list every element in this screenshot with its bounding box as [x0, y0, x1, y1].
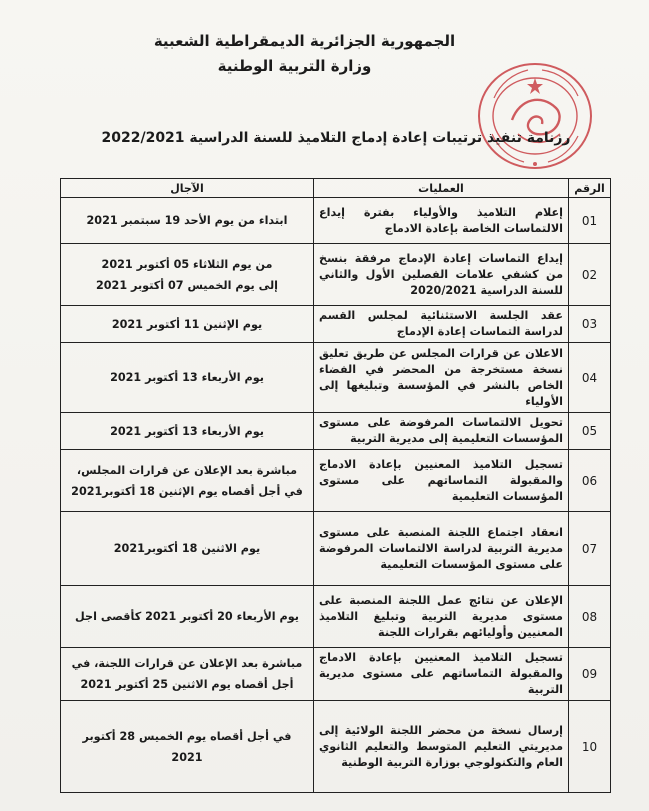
schedule-table [60, 178, 611, 793]
row-number: 03 [569, 306, 611, 343]
header-deadlines: الآجال [61, 179, 314, 198]
ministry-name: وزارة التربية الوطنية [217, 57, 372, 75]
table-row [61, 450, 611, 512]
republic-name: الجمهورية الجزائرية الديمقراطية الشعبية [153, 32, 456, 50]
document-header [120, 28, 499, 78]
row-deadline: ابتداء من يوم الأحد 19 سبتمبر 2021 [61, 198, 314, 244]
row-operation: إعلام التلاميذ والأولياء بفترة إيداع الالتماسات الخاصة بإعادة الادماج [314, 198, 569, 244]
table-row [61, 244, 611, 306]
row-operation: تسجيل التلاميذ المعنيين بإعادة الادماج والمقبولة التماساتهم على مستوى المؤسسات التعليمية [314, 450, 569, 512]
row-operation: عقد الجلسة الاستثنائية لمجلس القسم لدراسة التماسات إعادة الإدماج [314, 306, 569, 343]
row-number: 01 [569, 198, 611, 244]
row-deadline: في أجل أقصاه يوم الخميس 28 أكتوبر 2021 [61, 701, 314, 793]
row-deadline: يوم الإثنين 11 أكتوبر 2021 [61, 306, 314, 343]
row-number: 08 [569, 586, 611, 648]
table-row [61, 306, 611, 343]
table-row [61, 648, 611, 701]
row-number: 02 [569, 244, 611, 306]
row-number: 09 [569, 648, 611, 701]
row-operation: إرسال نسخة من محضر اللجنة الولائية إلى مديريتي التعليم المتوسط والتعليم الثانوي العام والتكنولوجي بوزارة التربية الوطنية [314, 701, 569, 793]
row-operation: تحويل الالتماسات المرفوضة على مستوى المؤسسات التعليمية إلى مديرية التربية [314, 413, 569, 450]
row-deadline: يوم الاثنين 18 أكتوبر2021 [61, 512, 314, 586]
document-title: رزنامة تنفيذ ترتيبات إعادة إدماج التلاميذ للسنة الدراسية 2022/2021 [101, 130, 571, 146]
row-number: 10 [569, 701, 611, 793]
table-row [61, 586, 611, 648]
row-operation: إيداع التماسات إعادة الإدماج مرفقة بنسخ من كشفي علامات الفصلين الأول والثاني للسنة الدراسية 2020/2021 [314, 244, 569, 306]
table-row [61, 512, 611, 586]
row-deadline: مباشرة بعد الإعلان عن قرارات اللجنة، في أجل أقصاه يوم الاثنين 25 أكتوبر 2021 [61, 648, 314, 701]
table-row [61, 198, 611, 244]
row-operation: الاعلان عن قرارات المجلس عن طريق تعليق نسخة مستخرجة من المحضر في الفضاء الخاص بالنشر في المؤسسة وتبليغها إلى الأولياء [314, 343, 569, 413]
header-number: الرقم [569, 179, 611, 198]
row-number: 04 [569, 343, 611, 413]
table-row [61, 343, 611, 413]
table-header-row [61, 179, 611, 198]
row-deadline: يوم الأربعاء 13 أكتوبر 2021 [61, 413, 314, 450]
row-deadline: من يوم الثلاثاء 05 أكتوبر 2021 إلى يوم الخميس 07 أكتوبر 2021 [61, 244, 314, 306]
row-operation: الإعلان عن نتائج عمل اللجنة المنصبة على مستوى مديرية التربية وتبليغ التلاميذ المعنيين وأوليائهم بقرارات اللجنة [314, 586, 569, 648]
table-row [61, 701, 611, 793]
row-deadline: يوم الأربعاء 20 أكتوبر 2021 كأقصى اجل [61, 586, 314, 648]
header-operations: العمليات [314, 179, 569, 198]
row-operation: تسجيل التلاميذ المعنيين بإعادة الادماج والمقبولة التماساتهم على مستوى مديرية التربية [314, 648, 569, 701]
table-row [61, 413, 611, 450]
row-number: 07 [569, 512, 611, 586]
official-stamp-icon [472, 58, 598, 178]
row-number: 05 [569, 413, 611, 450]
row-operation: انعقاد اجتماع اللجنة المنصبة على مستوى مديرية التربية لدراسة الالتماسات المرفوضة على مستوى المؤسسات التعليمية [314, 512, 569, 586]
row-deadline: مباشرة بعد الإعلان عن قرارات المجلس، في أجل أقصاه يوم الإثنين 18 أكتوبر2021 [61, 450, 314, 512]
row-deadline: يوم الأربعاء 13 أكتوبر 2021 [61, 343, 314, 413]
row-number: 06 [569, 450, 611, 512]
